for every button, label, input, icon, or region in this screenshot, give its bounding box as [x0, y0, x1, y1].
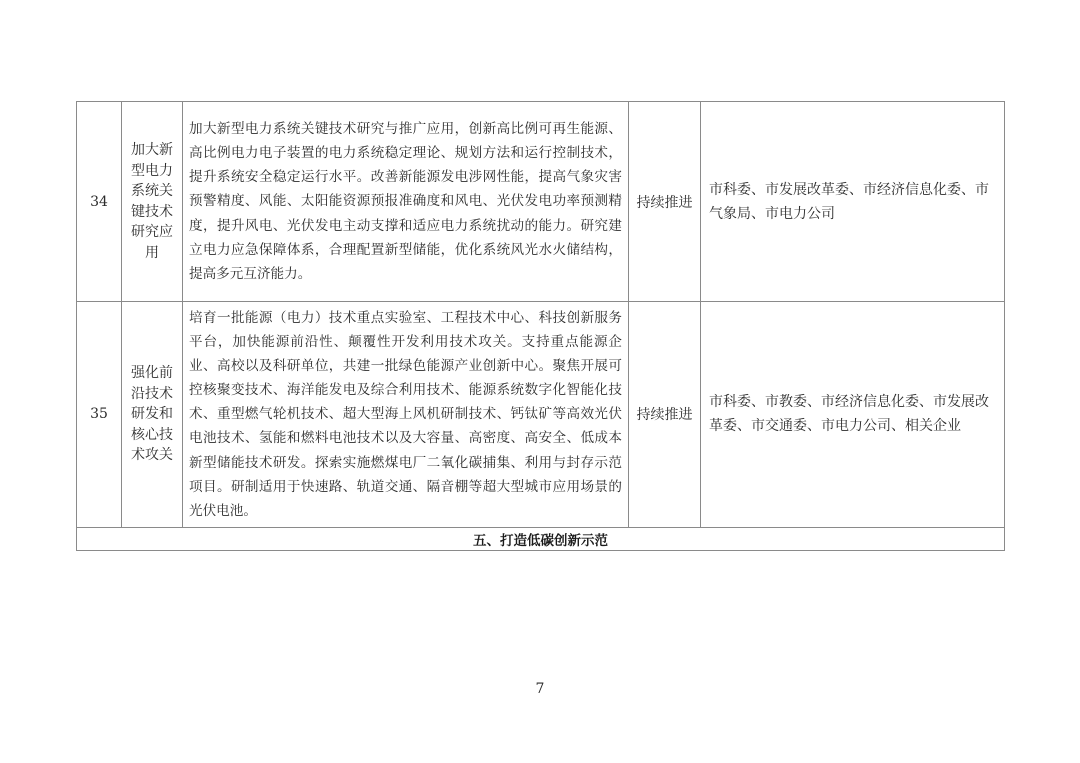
table-row: [77, 102, 1005, 302]
responsible-units: 市科委、市发展改革委、市经济信息化委、市气象局、市电力公司: [701, 102, 1005, 302]
row-number: 34: [77, 102, 122, 302]
page-number: 7: [535, 681, 545, 697]
responsible-units: 市科委、市教委、市经济信息化委、市发展改革委、市交通委、市电力公司、相关企业: [701, 302, 1005, 528]
task-timing: 持续推进: [629, 302, 701, 528]
table-row: [77, 302, 1005, 528]
row-number: 35: [77, 302, 122, 528]
task-timing: 持续推进: [629, 102, 701, 302]
task-name: 加大新型电力系统关键技术研究应用: [131, 142, 173, 261]
task-content: 加大新型电力系统关键技术研究与推广应用，创新高比例可再生能源、高比例电力电子装置的电力系统稳定理论、规划方法和运行控制技术，提升系统安全稳定运行水平。改善新能源发电涉网性能，提高气象灾害预警精度、风能、太阳能资源预报准确度和风电、光伏发电功率预测精度，提升风电、光伏发电主动支撑和适应电力系统扰动的能力。研究建立电力应急保障体系，合理配置新型储能，优化系统风光水火储结构，提高多元互济能力。: [183, 102, 629, 302]
task-content: 培育一批能源（电力）技术重点实验室、工程技术中心、科技创新服务平台，加快能源前沿性、颠覆性开发利用技术攻关。支持重点能源企业、高校以及科研单位，共建一批绿色能源产业创新中心。聚焦开展可控核聚变技术、海洋能发电及综合利用技术、能源系统数字化智能化技术、重型燃气轮机技术、超大型海上风机研制技术、钙钛矿等高效光伏电池技术、氢能和燃料电池技术以及大容量、高密度、高安全、低成本新型储能技术研发。探索实施燃煤电厂二氧化碳捕集、利用与封存示范项目。研制适用于快速路、轨道交通、隔音棚等超大型城市应用场景的光伏电池。: [183, 302, 629, 528]
section-header-row: [77, 527, 1005, 550]
policy-table: [76, 101, 1005, 551]
section-title: 五、打造低碳创新示范: [77, 527, 1005, 550]
task-name-cell: [122, 102, 183, 302]
task-name-cell: [122, 302, 183, 528]
task-name: 强化前沿技术研发和核心技术攻关: [131, 365, 173, 464]
